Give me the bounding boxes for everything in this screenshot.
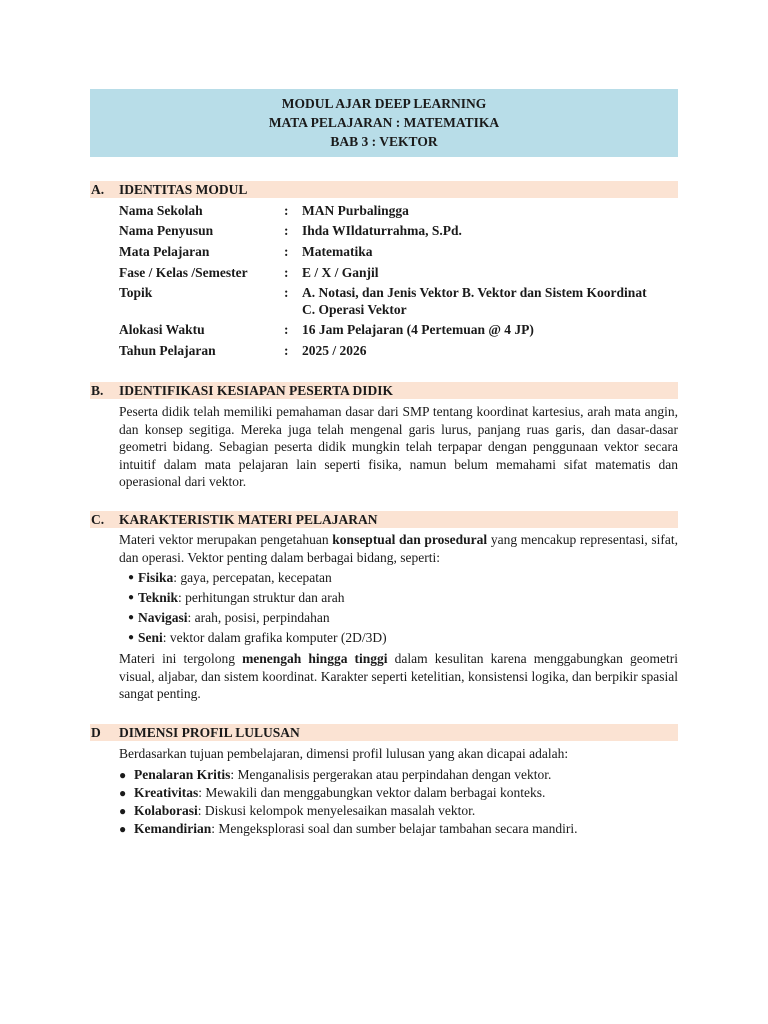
item-text: : Mewakili dan menggabungkan vektor dalam berbagai konteks.	[198, 785, 546, 800]
list-item	[119, 784, 578, 802]
value-fase-kelas-semester: E / X / Ganjil	[302, 265, 379, 280]
label-mata-pelajaran: Mata Pelajaran	[119, 244, 210, 259]
value-tahun-pelajaran: 2025 / 2026	[302, 343, 367, 358]
colon: :	[284, 322, 289, 337]
bullet-icon: ●	[128, 592, 135, 603]
bullet-icon: ●	[119, 822, 127, 836]
item-term: Fisika	[138, 570, 174, 585]
closing-text: Materi ini tergolong	[119, 651, 243, 666]
value-nama-sekolah: MAN Purbalingga	[302, 203, 409, 218]
list-item	[128, 568, 387, 588]
profile-dimension-list	[119, 766, 578, 838]
bullet-icon: ●	[119, 786, 127, 800]
item-text: : perhitungan struktur dan arah	[178, 590, 345, 605]
module-title: MODUL AJAR DEEP LEARNING	[281, 96, 487, 111]
section-d-intro: Berdasarkan tujuan pembelajaran, dimensi profil lulusan yang akan dicapai adalah:	[119, 746, 569, 761]
colon: :	[284, 223, 289, 238]
section-c-intro	[119, 531, 678, 566]
list-item	[119, 766, 578, 784]
colon: :	[284, 265, 289, 280]
list-item	[128, 608, 387, 628]
value-mata-pelajaran: Matematika	[302, 244, 373, 259]
colon: :	[284, 203, 289, 218]
colon: :	[284, 343, 289, 358]
bullet-icon: ●	[128, 612, 135, 623]
section-c-letter: C.	[91, 512, 105, 527]
colon: :	[284, 285, 289, 300]
section-a-letter: A.	[91, 182, 105, 197]
item-term: Kreativitas	[134, 785, 199, 800]
item-text: : arah, posisi, perpindahan	[187, 610, 330, 625]
value-nama-penyusun: Ihda WIldaturrahma, S.Pd.	[302, 223, 462, 238]
intro-text: yang mencakup representasi, sifat, dan operasi. Vektor penting dalam berbagai bidang, seperti:	[119, 532, 678, 565]
bullet-icon: ●	[119, 804, 127, 818]
subject-title: MATA PELAJARAN : MATEMATIKA	[268, 115, 500, 130]
label-nama-penyusun: Nama Penyusun	[119, 223, 214, 238]
list-item	[128, 628, 387, 648]
item-term: Penalaran Kritis	[134, 767, 231, 782]
intro-text: Materi vektor merupakan pengetahuan	[119, 532, 333, 547]
item-text: : Mengeksplorasi soal dan sumber belajar tambahan secara mandiri.	[211, 821, 578, 836]
chapter-title: BAB 3 : VEKTOR	[330, 134, 438, 149]
item-term: Seni	[138, 630, 163, 645]
label-nama-sekolah: Nama Sekolah	[119, 203, 203, 218]
label-fase-kelas-semester: Fase / Kelas /Semester	[119, 265, 248, 280]
bullet-icon: ●	[128, 572, 135, 583]
colon: :	[284, 244, 289, 259]
section-c-title: KARAKTERISTIK MATERI PELAJARAN	[119, 512, 378, 527]
item-term: Kemandirian	[134, 821, 212, 836]
label-tahun-pelajaran: Tahun Pelajaran	[119, 343, 216, 358]
item-text: : vektor dalam grafika komputer (2D/3D)	[162, 630, 387, 645]
value-alokasi-waktu: 16 Jam Pelajaran (4 Pertemuan @ 4 JP)	[302, 322, 534, 337]
list-item	[128, 588, 387, 608]
item-term: Kolaborasi	[134, 803, 198, 818]
item-term: Navigasi	[138, 610, 188, 625]
module-header	[90, 89, 678, 157]
section-b-letter: B.	[91, 383, 104, 398]
list-item	[119, 802, 578, 820]
label-topik: Topik	[119, 285, 153, 300]
section-b-paragraph: Peserta didik telah memiliki pemahaman dasar dari SMP tentang koordinat kartesius, arah mata angin, dan konsep segitiga. Mereka juga telah mengenal garis lurus, panjang ruas garis, dan dasar-dasar geometri bidang. Sebagian peserta didik mungkin telah terpapar dengan penggunaan vektor secara intuitif dalam mata pelajaran lain seperti fisika, namun belum memahami sifat matematis dan operasional dari vektor.	[119, 404, 678, 489]
field-list	[128, 568, 387, 648]
item-text: : Diskusi kelompok menyelesaikan masalah vektor.	[197, 803, 476, 818]
list-item	[119, 820, 578, 838]
section-c-closing	[119, 650, 678, 703]
closing-emphasis: menengah hingga tinggi	[242, 651, 388, 666]
closing-text: dalam kesulitan karena menggabungkan geometri visual, aljabar, dan sistem koordinat. Karakter seperti ketelitian, konsistensi logika, dan berpikir spasial sangat penting.	[119, 651, 679, 701]
value-topik: A. Notasi, dan Jenis Vektor B. Vektor dan Sistem Koordinat C. Operasi Vektor	[302, 285, 647, 317]
section-b-title: IDENTIFIKASI KESIAPAN PESERTA DIDIK	[119, 383, 393, 398]
item-term: Teknik	[138, 590, 179, 605]
item-text: : gaya, percepatan, kecepatan	[173, 570, 332, 585]
section-d-title: DIMENSI PROFIL LULUSAN	[119, 725, 300, 740]
label-alokasi-waktu: Alokasi Waktu	[119, 322, 205, 337]
section-a-title: IDENTITAS MODUL	[119, 182, 248, 197]
section-d-letter: D	[91, 725, 101, 740]
bullet-icon: ●	[128, 632, 135, 643]
item-text: : Menganalisis pergerakan atau perpindahan dengan vektor.	[230, 767, 552, 782]
bullet-icon: ●	[119, 768, 127, 782]
intro-emphasis: konseptual dan prosedural	[332, 532, 488, 547]
